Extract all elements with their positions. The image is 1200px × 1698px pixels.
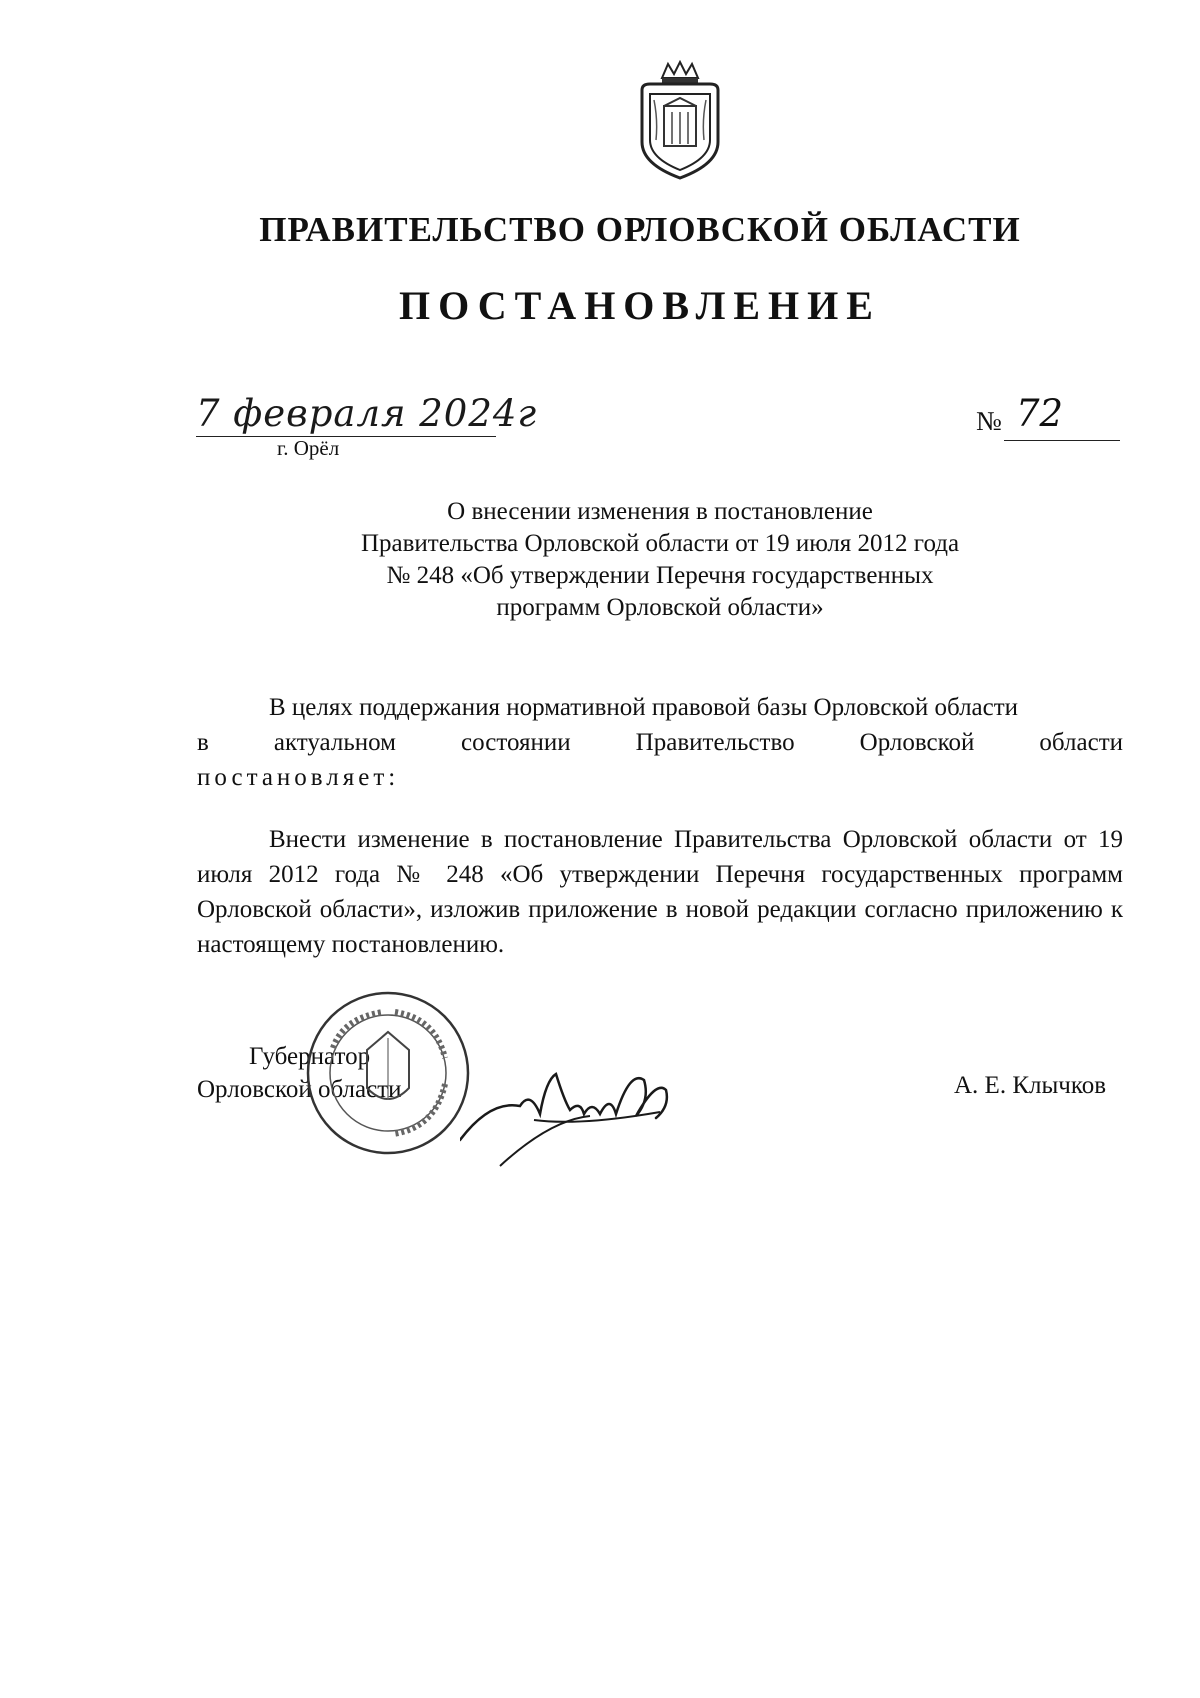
subject-line: № 248 «Об утверждении Перечня государственных [386, 562, 934, 589]
subject-line: О внесении изменения в постановление [447, 498, 873, 525]
subject-line: программ Орловской области» [496, 594, 824, 621]
preamble-line: постановляет: [197, 764, 400, 791]
document-number: 72 [1016, 392, 1064, 435]
position-line: Губернатор [249, 1043, 371, 1070]
signatory-name: А. Е. Клычков [954, 1072, 1107, 1099]
preamble-paragraph [197, 690, 1123, 795]
document-date: 7 февраля 2024г [196, 392, 538, 435]
subject-line: Правительства Орловской области от 19 июля 2012 года [360, 530, 960, 557]
handwritten-signature-icon [460, 1030, 720, 1170]
organization-title: ПРАВИТЕЛЬСТВО ОРЛОВСКОЙ ОБЛАСТИ [259, 210, 1021, 249]
coat-of-arms-icon [632, 60, 728, 182]
number-underline [1004, 440, 1120, 441]
document-city: г. Орёл [277, 436, 340, 460]
number-label: № [976, 406, 1002, 436]
preamble-line: в актуальном состоянии Правительство Орловской области [197, 729, 1123, 756]
position-line: Орловской области [197, 1076, 402, 1103]
official-seal-icon [303, 988, 473, 1158]
date-underline [196, 436, 496, 437]
resolution-paragraph: Внести изменение в постановление Правительства Орловской области от 19 июля 2012 года № 248 «Об утверждении Перечня государственных программ Орловской области», изложив приложение в новой редакции согласно приложению к настоящему постановлению. [197, 826, 1123, 958]
document-type-title: ПОСТАНОВЛЕНИЕ [399, 283, 881, 328]
document-subject [290, 496, 1030, 624]
preamble-line: В целях поддержания нормативной правовой базы Орловской области [269, 694, 1019, 721]
